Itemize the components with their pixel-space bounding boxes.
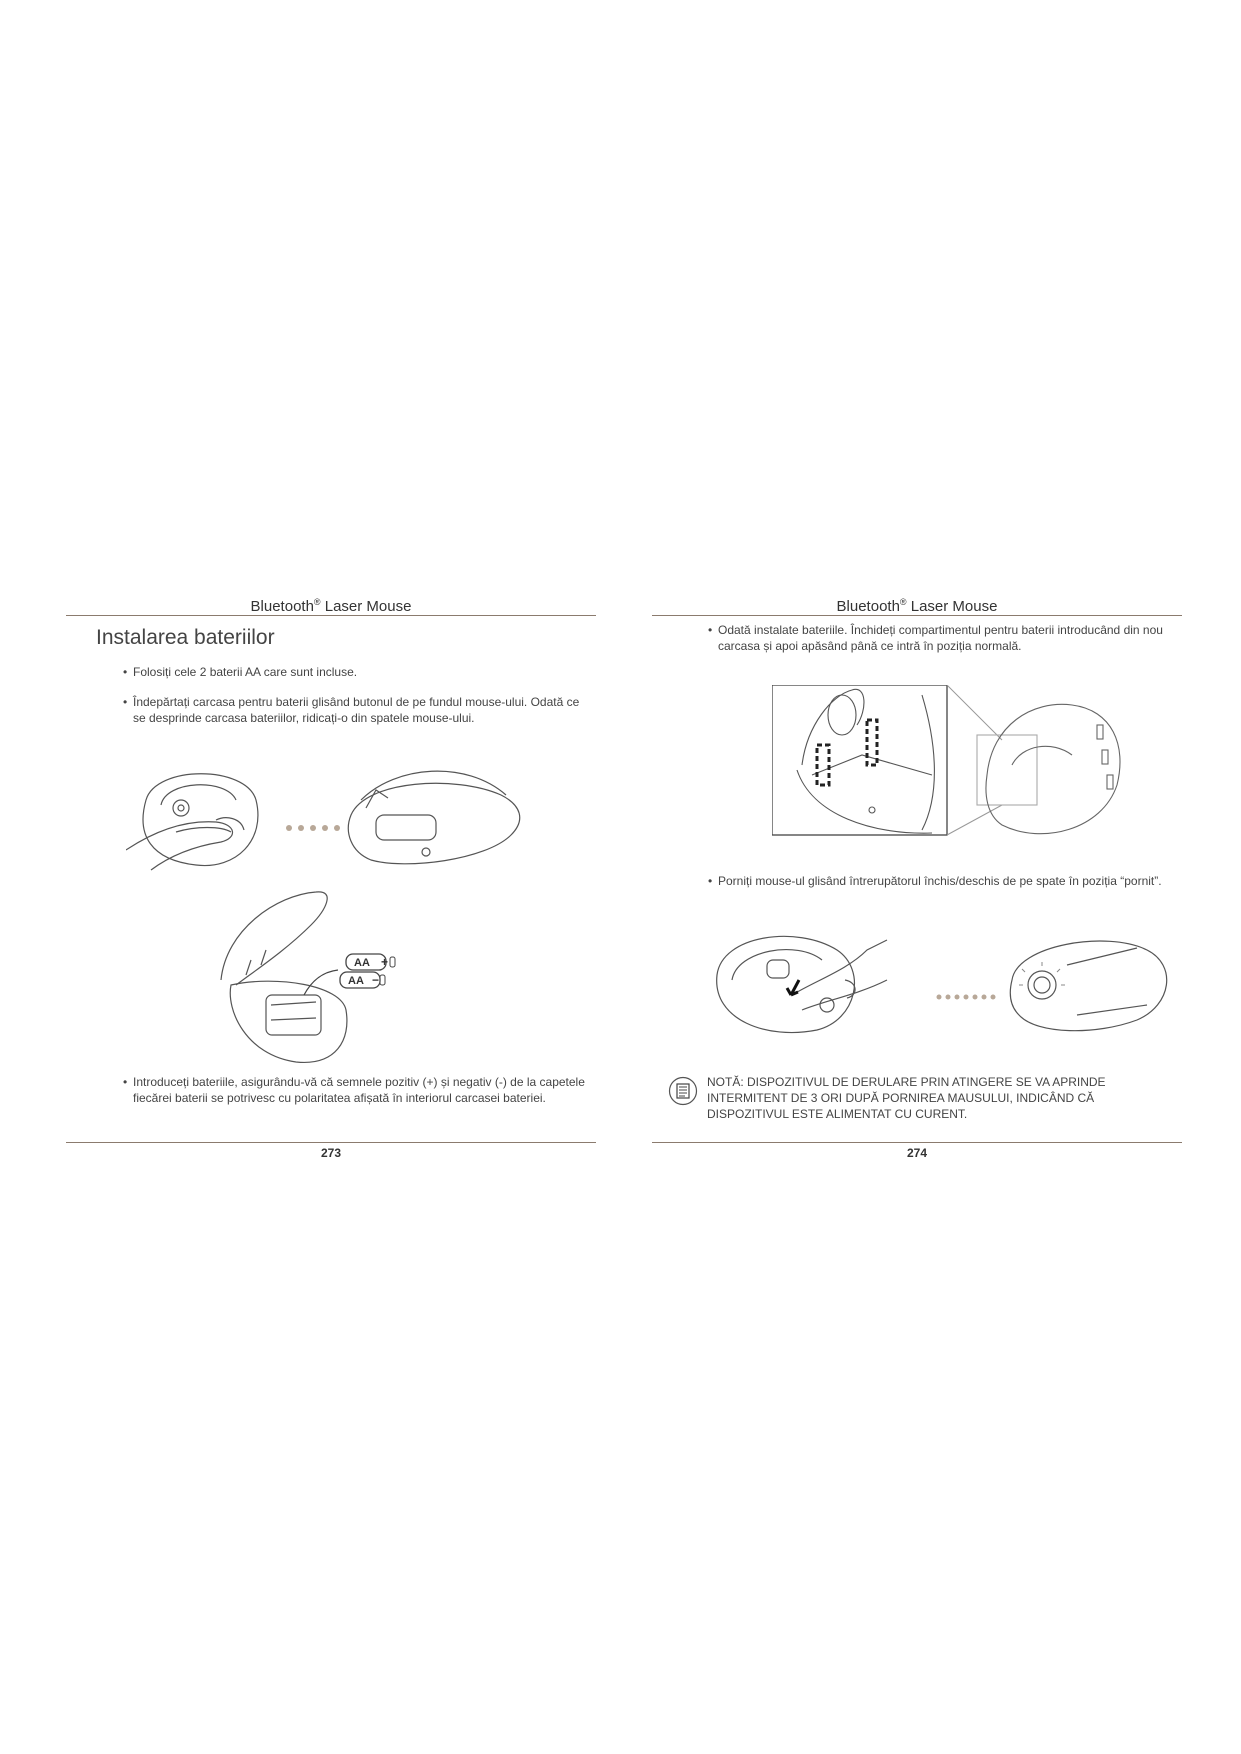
- power-switch-illustration: [707, 920, 1177, 1040]
- bullet-item: • Introduceți bateriile, asigurându-vă că semnele pozitiv (+) și negativ (-) de la capetele fiecărei baterii se potrivesc cu polaritatea afișată în interiorul carcasei bateriei.: [123, 1075, 585, 1105]
- slide-arrow: [787, 980, 799, 995]
- battery-top: [346, 954, 395, 970]
- mouse-cover-removal-illustration: [126, 760, 586, 880]
- hand-outline: [126, 822, 232, 870]
- close-compartment-illustration: [772, 685, 1172, 855]
- section-title: Instalarea bateriilor: [96, 626, 275, 649]
- battery-insertion-illustration: [216, 890, 506, 1065]
- bullet-item: • Porniți mouse-ul glisând întrerupătorul închis/deschis de pe spate în poziția “pornit”.: [708, 874, 1162, 888]
- battery-cover-outline: [221, 892, 327, 985]
- mouse-body-outline: [230, 981, 347, 1062]
- bullet-item: • Folosiți cele 2 baterii AA care sunt incluse.: [123, 665, 358, 679]
- footer-rule: [66, 1142, 596, 1143]
- battery-label: AA: [354, 957, 370, 969]
- bullet-item: • Îndepărtați carcasa pentru baterii glisând butonul de pe fundul mouse-ului. Odată ce se desprinde carcasa bateriilor, ridicați-o din spatele mouse-ului.: [123, 695, 580, 725]
- mouse-open-outline: [348, 783, 519, 864]
- mouse-bottom-outline: [143, 774, 258, 866]
- bullet-item: • Odată instalate bateriile. Închideți compartimentul pentru baterii introducând din nou carcasa și apoi apăsând până ce intră în poziția normală.: [708, 623, 1163, 653]
- battery-sign: −: [372, 973, 380, 987]
- dotted-connector: [937, 995, 996, 1000]
- battery-bottom: [340, 972, 385, 988]
- running-header: Bluetooth® Laser Mouse: [836, 597, 998, 615]
- battery-label: AA: [348, 975, 364, 987]
- note-icon: [668, 1076, 698, 1106]
- page-number: 273: [320, 1146, 342, 1160]
- insert-arrow: [304, 970, 338, 995]
- page-right: [652, 590, 1182, 1170]
- header-rule: [66, 615, 596, 616]
- header-rule: [652, 615, 1182, 616]
- mouse-bottom-outline: [717, 936, 855, 1032]
- page-number: 274: [906, 1146, 928, 1160]
- scroll-glow-rays: [1019, 962, 1065, 985]
- page-left: [66, 590, 596, 1170]
- footer-rule: [652, 1142, 1182, 1143]
- running-header: Bluetooth® Laser Mouse: [250, 597, 412, 615]
- battery-sign: +: [381, 955, 389, 969]
- detail-frame: [772, 685, 947, 835]
- dotted-connector: [286, 825, 340, 831]
- note-text: NOTĂ: DISPOZITIVUL DE DERULARE PRIN ATINGERE SE VA APRINDE INTERMITENT DE 3 ORI DUPĂ PORNIREA MAUSULUI, INDICÂND CĂ DISPOZITIVUL ESTE ALIMENTAT CU CURENT.: [707, 1075, 1106, 1121]
